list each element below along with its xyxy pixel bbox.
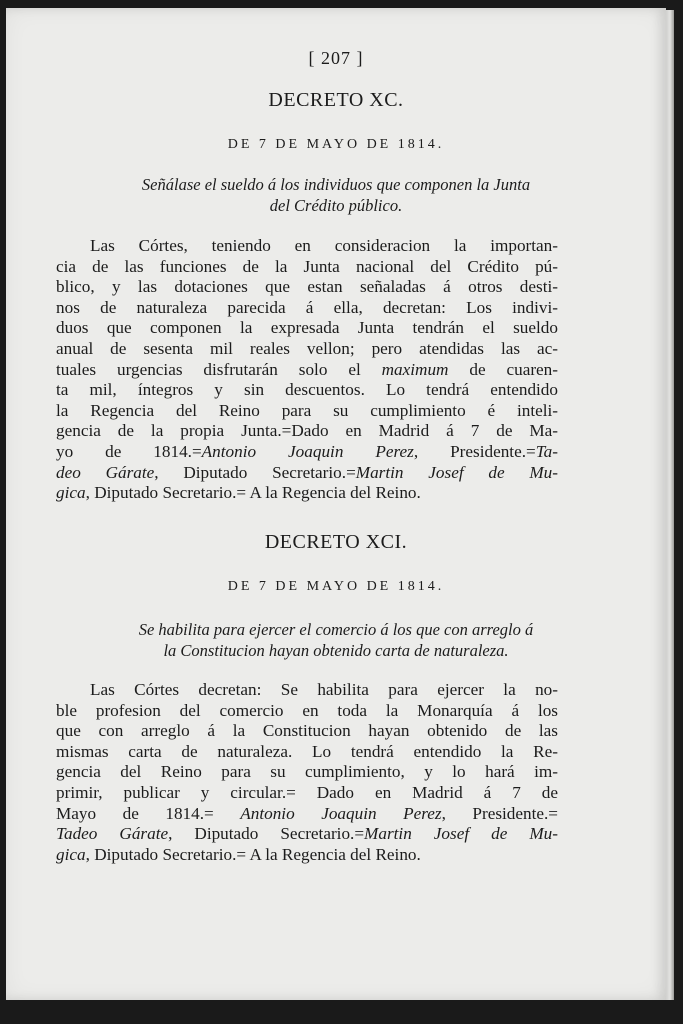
decree-xc-title: DECRETO XC. (268, 89, 404, 111)
signatory-name: gica (56, 483, 86, 503)
signatory-name: Antonio Joaquin Perez (201, 441, 414, 461)
text-run: , Diputado Secretario.= (154, 462, 356, 482)
text-run: que con arreglo á la Constitucion hayan obtenido de las (56, 721, 558, 741)
body-line (56, 463, 558, 484)
body-line (56, 360, 558, 381)
body-line (56, 257, 558, 278)
body-line (56, 298, 558, 319)
page-edge (666, 10, 674, 1000)
body-line (56, 483, 558, 504)
body-line (56, 762, 558, 783)
text-run: la Regencia del Reino para su cumplimiento é inteli- (56, 400, 558, 420)
body-line (56, 401, 558, 422)
text-run: cia de las funciones de la Junta nacional del Crédito pú- (56, 256, 558, 276)
decree-xci-summary (56, 619, 616, 661)
decree-xc-date: DE 7 DE MAYO DE 1814. (227, 137, 445, 152)
decree-xci-summary-line: la Constitucion hayan obtenido carta de naturaleza. (163, 641, 509, 660)
signatory-name: deo Gárate (56, 462, 155, 482)
text-run: tuales urgencias disfrutarán solo el (56, 359, 382, 379)
text-run: mismas carta de naturaleza. Lo tendrá entendido la Re- (56, 741, 558, 761)
signatory-name: gica (56, 844, 86, 864)
body-line (56, 421, 558, 442)
body-line (56, 380, 558, 401)
text-run: Las Córtes decretan: Se habilita para ejercer la no- (90, 680, 558, 699)
body-line (56, 318, 558, 339)
text-run: anual de sesenta mil reales vellon; pero atendidas las ac- (56, 338, 558, 358)
body-line (56, 804, 558, 825)
decree-xc-summary-line: del Crédito público. (269, 196, 403, 215)
decree-xci-title: DECRETO XCI. (264, 531, 408, 553)
signatory-name: Ta- (535, 441, 558, 461)
text-run: blico, y las dotaciones que estan señaladas á otros desti- (56, 277, 558, 297)
text-run: duos que componen la expresada Junta tendrán el sueldo (56, 318, 558, 338)
body-line (56, 783, 558, 804)
body-line (56, 824, 558, 845)
body-line (56, 236, 558, 257)
text-run: primir, publicar y circular.= Dado en Madrid á 7 de (56, 782, 558, 802)
decree-xc-body (56, 236, 558, 504)
page-number: [ 207 ] (308, 48, 364, 68)
body-line (56, 742, 558, 763)
signatory-name: Martin Josef de Mu- (364, 824, 558, 844)
body-line (56, 277, 558, 298)
text-run: yo de 1814.= (56, 441, 202, 461)
signatory-name: Antonio Joaquin Perez (240, 803, 442, 823)
text-run: de cuaren- (448, 359, 559, 379)
body-line (56, 442, 558, 463)
italic-term: maximum (381, 359, 449, 379)
body-line (56, 680, 558, 701)
text-run: gencia de la propia Junta.=Dado en Madrid á 7 de Ma- (56, 421, 558, 441)
body-line (56, 721, 558, 742)
decree-xci-body (56, 680, 558, 865)
text-run: , Presidente.= (441, 803, 558, 823)
decree-xc-summary-line: Señálase el sueldo á los individuos que componen la Junta (141, 175, 531, 194)
text-run: ta mil, íntegros y sin descuentos. Lo tendrá entendido (56, 380, 558, 400)
signatory-name: Martin Josef de Mu- (355, 462, 559, 482)
document-page (6, 8, 666, 1000)
body-line (56, 701, 558, 722)
text-run: , Presidente.= (413, 441, 536, 461)
text-run: Las Córtes, teniendo en consideracion la importan- (90, 236, 558, 255)
decree-xc-summary (56, 174, 616, 216)
decree-xci-date: DE 7 DE MAYO DE 1814. (227, 579, 445, 594)
text-run: , Diputado Secretario.= A la Regencia del Reino. (85, 483, 421, 503)
text-run: nos de naturaleza parecida á ella, decretan: Los indivi- (56, 297, 558, 317)
body-line (56, 339, 558, 360)
text-run: , Diputado Secretario.= A la Regencia del Reino. (85, 844, 421, 864)
body-line (56, 845, 558, 866)
signatory-name: Tadeo Gárate (56, 824, 169, 844)
decree-xci-summary-line: Se habilita para ejercer el comercio á los que con arreglo á (138, 620, 534, 639)
text-run: gencia del Reino para su cumplimiento, y lo hará im- (56, 762, 558, 782)
text-run: Mayo de 1814.= (56, 803, 241, 823)
text-run: ble profesion del comercio en toda la Monarquía á los (56, 700, 558, 720)
text-run: , Diputado Secretario.= (168, 824, 365, 844)
